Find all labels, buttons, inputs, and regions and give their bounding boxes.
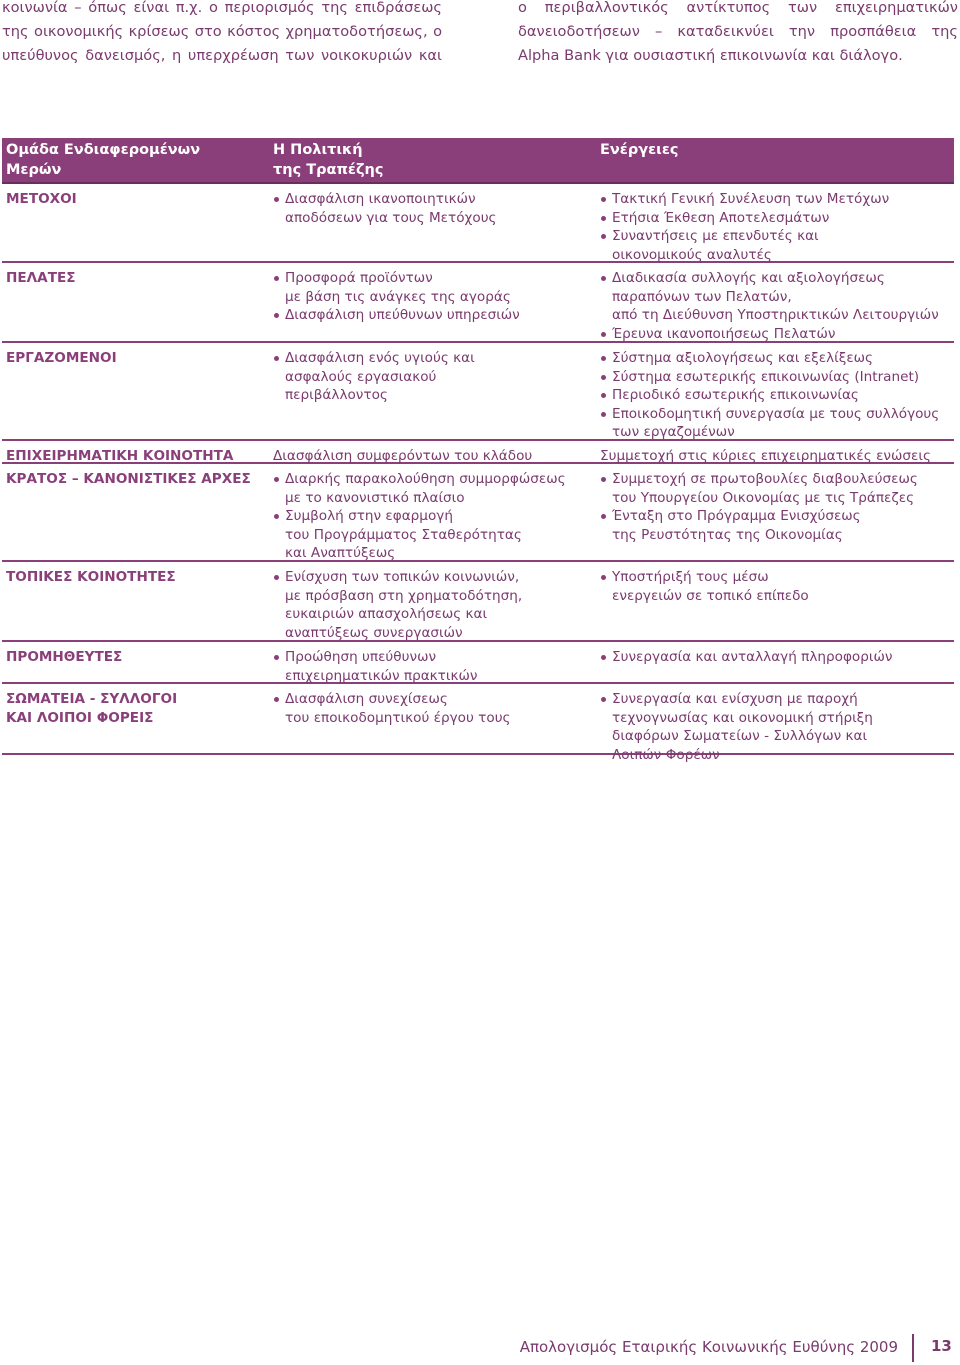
header-stakeholder-group <box>6 140 200 180</box>
item-text: του Προγράμματος Σταθερότητας <box>285 526 522 543</box>
item-text: Συμβολή στην εφαρμογή <box>285 508 453 525</box>
list-item <box>600 386 954 405</box>
table-row <box>2 441 954 464</box>
item-text: Διασφάλιση υπεύθυνων υπηρεσιών <box>285 307 520 324</box>
bullet-icon <box>601 477 606 482</box>
list-item <box>600 470 954 507</box>
bullet-icon <box>274 313 279 318</box>
footer-divider <box>912 1334 914 1362</box>
item-text: παραπόνων των Πελατών, <box>612 288 792 305</box>
item-text: Τακτική Γενική Συνέλευση των Μετόχων <box>612 191 890 207</box>
item-text: Συμμετοχή στις κύριες επιχειρηματικές ενώσεις <box>600 448 931 464</box>
list-item <box>600 405 954 442</box>
header-line: Ομάδα Ενδιαφερομένων <box>6 142 201 158</box>
actions-cell <box>600 447 954 466</box>
bullet-icon <box>274 697 279 702</box>
list-item <box>273 269 595 306</box>
list-item <box>600 507 954 544</box>
bullet-icon <box>274 356 279 361</box>
bullet-icon <box>601 655 606 660</box>
list-item <box>273 349 595 405</box>
table-row <box>2 464 954 562</box>
list-item <box>600 648 954 667</box>
actions-cell <box>600 349 954 442</box>
bullet-icon <box>601 216 606 221</box>
intro-text <box>0 0 960 80</box>
bullet-icon <box>601 575 606 580</box>
bullet-icon <box>274 197 279 202</box>
intro-line: υπεύθυνος δανεισμός, η υπερχρέωση των νοικοκυριών και <box>2 47 442 64</box>
stakeholder-group <box>6 470 268 489</box>
item-text: Σύστημα αξιολογήσεως και εξελίξεως <box>612 350 874 366</box>
item-text: Διασφάλιση συμφερόντων του κλάδου <box>273 448 533 464</box>
list-item <box>273 447 595 466</box>
header-line: της Τραπέζης <box>273 162 384 178</box>
item-text: Προώθηση υπεύθυνων <box>285 649 437 665</box>
group-label: ΕΠΙΧΕΙΡΗΜΑΤΙΚΗ ΚΟΙΝΟΤΗΤΑ <box>6 448 234 464</box>
list-item <box>273 648 595 685</box>
item-text: τεχνογνωσίας και οικονομική στήριξη <box>612 709 873 726</box>
bullet-icon <box>274 655 279 660</box>
actions-cell <box>600 190 954 264</box>
stakeholder-group <box>6 447 268 466</box>
intro-line: κοινωνία – όπως είναι π.χ. ο περιορισμός της επιδράσεως <box>2 0 442 16</box>
page-footer <box>0 1332 960 1365</box>
list-item <box>600 209 954 228</box>
intro-line: ο περιβαλλοντικός αντίκτυπος των επιχειρηματικών <box>518 0 958 16</box>
bullet-icon <box>274 477 279 482</box>
item-text: περιβάλλοντος <box>285 387 388 404</box>
bullet-icon <box>601 197 606 202</box>
item-text: Ενίσχυση των τοπικών κοινωνιών, <box>285 569 520 585</box>
table-body <box>2 184 954 763</box>
list-item <box>600 325 954 344</box>
table-row <box>2 684 954 763</box>
list-item <box>600 227 954 264</box>
group-label: ΠΕΛΑΤΕΣ <box>6 270 76 286</box>
item-text: του εποικοδομητικού έργου τους <box>285 709 511 726</box>
list-item <box>600 690 954 764</box>
item-text: Συμμετοχή σε πρωτοβουλίες διαβουλεύσεως <box>612 471 918 487</box>
stakeholder-table <box>2 138 954 763</box>
list-item <box>273 470 595 507</box>
bullet-icon <box>601 356 606 361</box>
item-text: και Αναπτύξεως <box>285 545 396 562</box>
intro-line: της οικονομικής κρίσεως στο κόστος χρηματοδοτήσεως, ο <box>2 23 442 40</box>
policy-cell <box>273 648 595 685</box>
list-item <box>273 190 595 227</box>
item-text: Συνεργασία και ενίσχυση με παροχή <box>612 691 858 707</box>
bullet-icon <box>601 234 606 239</box>
bullet-icon <box>601 514 606 519</box>
group-label: ΕΡΓΑΖΟΜΕΝΟΙ <box>6 350 117 366</box>
actions-cell <box>600 470 954 544</box>
item-text: Διαδικασία συλλογής και αξιολογήσεως <box>612 270 885 286</box>
item-text: Περιοδικό εσωτερικής επικοινωνίας <box>612 387 859 404</box>
item-text: από τη Διεύθυνση Υποστηρικτικών Λειτουργιών <box>612 307 939 324</box>
bullet-icon <box>601 375 606 380</box>
table-row <box>2 562 954 642</box>
group-label: ΣΩΜΑΤΕΙΑ - ΣΥΛΛΟΓΟΙ <box>6 691 178 707</box>
policy-cell <box>273 190 595 227</box>
list-item <box>600 447 954 466</box>
item-text: Ετήσια Έκθεση Αποτελεσμάτων <box>612 209 830 226</box>
header-line: Μερών <box>6 162 62 178</box>
actions-cell <box>600 648 954 667</box>
list-item <box>600 269 954 325</box>
page-number: 13 <box>931 1337 952 1355</box>
table-row <box>2 343 954 441</box>
item-text: ευκαιριών απασχολήσεως και <box>285 606 488 623</box>
bullet-icon <box>601 332 606 337</box>
group-label: ΠΡΟΜΗΘΕΥΤΕΣ <box>6 649 123 665</box>
list-item <box>273 306 595 325</box>
bullet-icon <box>601 393 606 398</box>
table-row <box>2 642 954 684</box>
bullet-icon <box>601 697 606 702</box>
item-text: Σύστημα εσωτερικής επικοινωνίας (Intranet) <box>612 368 920 385</box>
header-actions <box>600 140 679 160</box>
list-item <box>273 690 595 727</box>
item-text: Προσφορά προϊόντων <box>285 270 433 286</box>
bullet-icon <box>274 575 279 580</box>
header-line: Η Πολιτική <box>273 142 363 158</box>
item-text: διαφόρων Σωματείων - Συλλόγων και <box>612 728 868 745</box>
intro-left-column <box>2 0 442 68</box>
list-item <box>273 507 595 563</box>
item-text: της Ρευστότητας της Οικονομίας <box>612 526 843 543</box>
item-text: ασφαλούς εργασιακού <box>285 368 437 385</box>
table-header <box>2 138 954 184</box>
actions-cell <box>600 568 954 605</box>
list-item <box>273 568 595 642</box>
item-text: Συνεργασία και ανταλλαγή πληροφοριών <box>612 649 893 665</box>
item-text: με πρόσβαση στη χρηματοδότηση, <box>285 587 523 604</box>
stakeholder-group <box>6 648 268 667</box>
actions-cell <box>600 269 954 343</box>
item-text: του Υπουργείου Οικονομίας με τις Τράπεζες <box>612 489 915 506</box>
item-text: των εργαζομένων <box>612 424 735 441</box>
stakeholder-group <box>6 690 268 727</box>
bullet-icon <box>601 276 606 281</box>
bullet-icon <box>274 276 279 281</box>
item-text: Εποικοδομητική συνεργασία με τους συλλόγους <box>612 405 940 422</box>
policy-cell <box>273 349 595 405</box>
header-line: Ενέργειες <box>600 142 679 158</box>
item-text: αποδόσεων για τους Μετόχους <box>285 209 497 226</box>
policy-cell <box>273 269 595 325</box>
stakeholder-group <box>6 269 268 288</box>
policy-cell <box>273 568 595 642</box>
item-text: Διασφάλιση ικανοποιητικών <box>285 191 476 207</box>
list-item <box>600 349 954 368</box>
item-text: ενεργειών σε τοπικό επίπεδο <box>612 587 809 604</box>
intro-line: Alpha Bank για ουσιαστική επικοινωνία και διάλογο. <box>518 47 903 64</box>
stakeholder-group <box>6 568 268 587</box>
actions-cell <box>600 690 954 764</box>
item-text: αναπτύξεως συνεργασιών <box>285 624 463 641</box>
item-text: επιχειρηματικών πρακτικών <box>285 667 478 684</box>
list-item <box>600 368 954 387</box>
list-item <box>600 568 954 605</box>
item-text: Διασφάλιση ενός υγιούς και <box>285 350 475 366</box>
footer-report-title: Απολογισμός Εταιρικής Κοινωνικής Ευθύνης 2009 <box>519 1338 898 1356</box>
item-text: Ένταξη στο Πρόγραμμα Ενισχύσεως <box>612 508 861 525</box>
item-text: με το κανονιστικό πλαίσιο <box>285 489 465 506</box>
group-label: ΤΟΠΙΚΕΣ ΚΟΙΝΟΤΗΤΕΣ <box>6 569 176 585</box>
intro-right-column <box>518 0 958 68</box>
group-label: ΜΕΤΟΧΟΙ <box>6 191 77 207</box>
table-row <box>2 263 954 343</box>
item-text: οικονομικούς αναλυτές <box>612 246 772 263</box>
item-text: Λοιπών Φορέων <box>612 746 720 763</box>
policy-cell <box>273 470 595 563</box>
group-label: ΚΡΑΤΟΣ – ΚΑΝΟΝΙΣΤΙΚΕΣ ΑΡΧΕΣ <box>6 471 251 487</box>
item-text: Συναντήσεις με επενδυτές και <box>612 228 819 245</box>
item-text: Διαρκής παρακολούθηση συμμορφώσεως <box>285 471 566 487</box>
intro-line: δανειοδοτήσεων – καταδεικνύει την προσπάθεια της <box>518 23 958 40</box>
list-item <box>600 190 954 209</box>
table-row <box>2 184 954 263</box>
header-bank-policy <box>273 140 383 180</box>
bullet-icon <box>601 412 606 417</box>
item-text: Υποστήριξή τους μέσω <box>612 569 769 585</box>
item-text: Διασφάλιση συνεχίσεως <box>285 691 448 707</box>
stakeholder-group <box>6 349 268 368</box>
group-label: ΚΑΙ ΛΟΙΠΟΙ ΦΟΡΕΙΣ <box>6 709 154 726</box>
policy-cell <box>273 690 595 727</box>
policy-cell <box>273 447 595 466</box>
bullet-icon <box>274 514 279 519</box>
stakeholder-group <box>6 190 268 209</box>
item-text: Έρευνα ικανοποιήσεως Πελατών <box>612 325 836 342</box>
item-text: με βάση τις ανάγκες της αγοράς <box>285 288 511 305</box>
